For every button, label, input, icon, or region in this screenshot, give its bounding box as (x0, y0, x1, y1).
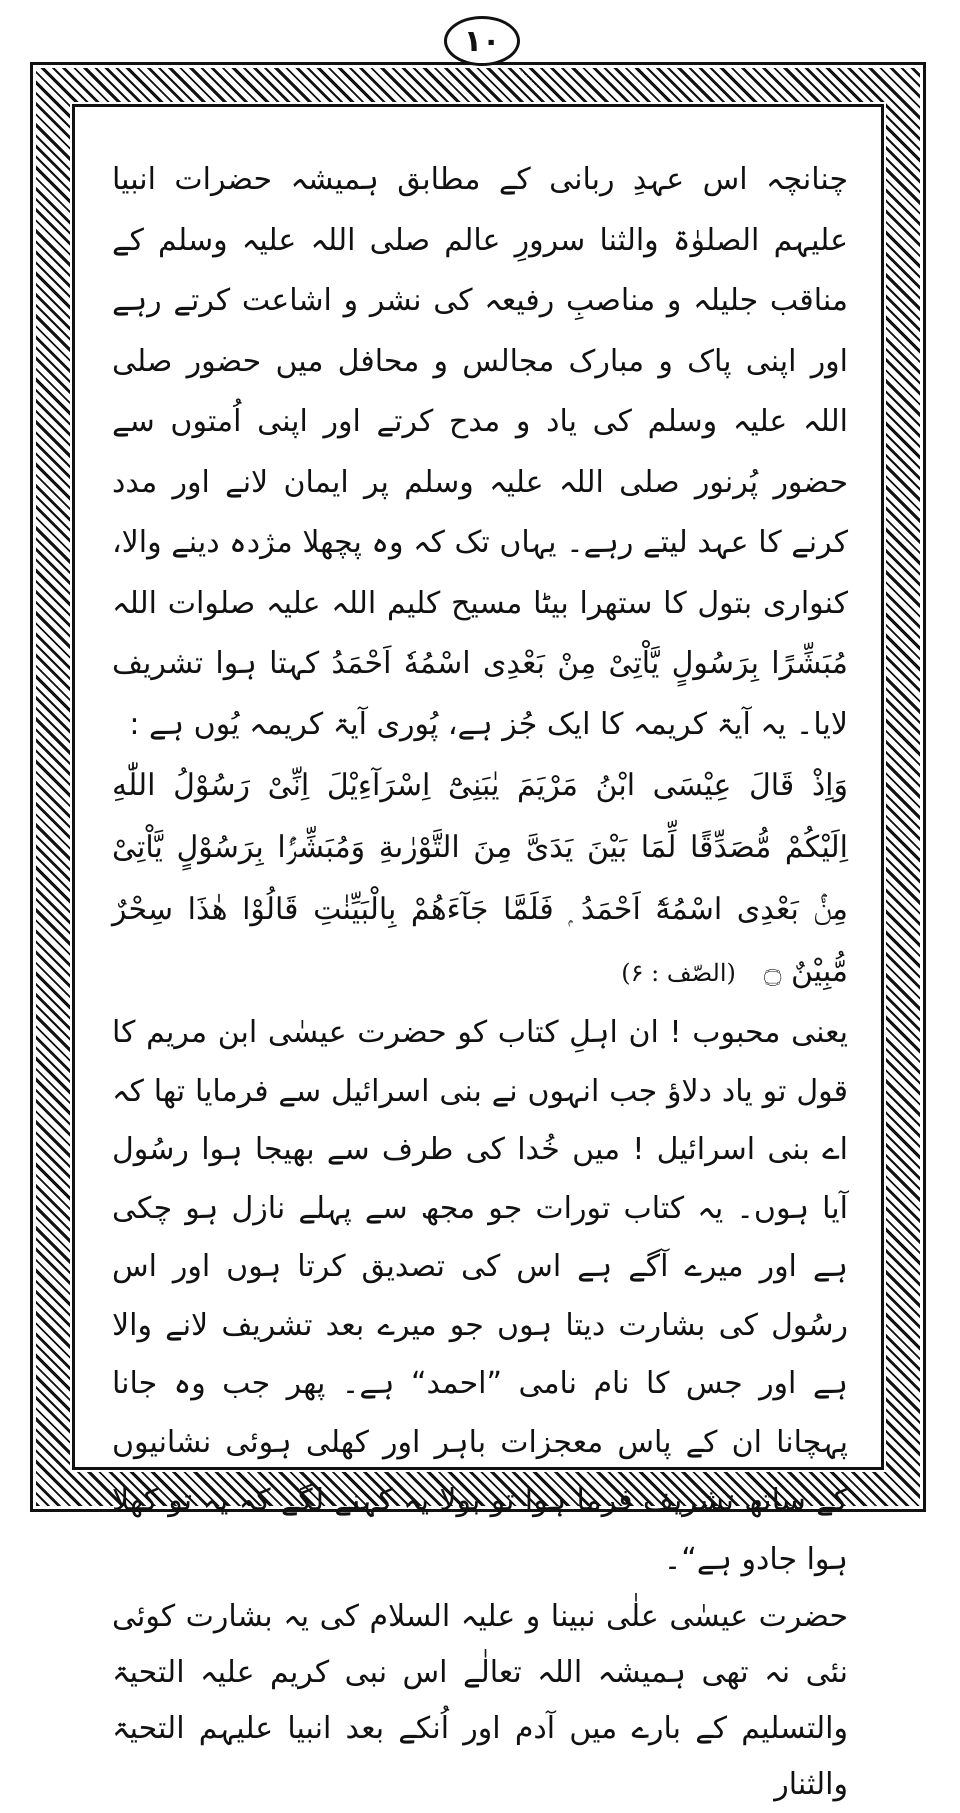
page-number: ۱۰ (444, 16, 520, 66)
page-text (112, 150, 848, 1802)
paragraph-1: چنانچہ اس عہدِ ربانی کے مطابق ہمیشہ حضرات انبیا علیہم الصلوٰۃ والثنا سرورِ عالم صلی اللہ علیہ وسلم کے مناقب جلیلہ و مناصبِ رفیعہ کی نشر و اشاعت کرتے رہے اور اپنی پاک و مبارک مجالس و محافل میں حضور صلی اللہ علیہ وسلم کی یاد و مدح کرتے اور اپنی اُمتوں سے حضور پُرنور صلی اللہ علیہ وسلم پر ایمان لانے اور مدد کرنے کا عہد لیتے رہے۔ یہاں تک کہ وہ پچھلا مژدہ دینے والا، کنواری بتول کا ستھرا بیٹا مسیح کلیم اللہ علیہ صلوات اللہ مُبَشِّرًا بِرَسُولٍ یَّاْتِیْ مِنْ بَعْدِی اسْمُهٗ اَحْمَدُ کہتا ہوا تشریف لایا۔ یہ آیۃ کریمہ کا ایک جُز ہے، پُوری آیۃ کریمہ یُوں ہے : (112, 162, 848, 742)
quran-verse (112, 755, 848, 1004)
verse-text: وَاِذْ قَالَ عِیْسَى ابْنُ مَرْیَمَ یٰبَنِیْٓ اِسْرَآءِیْلَ اِنِّیْ رَسُوْلُ اللّٰهِ اِلَیْكُمْ مُّصَدِّقًا لِّمَا بَیْنَ یَدَیَّ مِنَ التَّوْرٰىةِ وَمُبَشِّرًۢا بِرَسُوْلٍ یَّاْتِیْ مِنْۢ بَعْدِی اسْمُهٗٓ اَحْمَدُ ۭ فَلَمَّا جَآءَهُمْ بِالْبَیِّنٰتِ قَالُوْا هٰذَا سِحْرٌ مُّبِیْنٌ ۝ (112, 768, 848, 989)
paragraph-last: حضرت عیسٰی علٰی نبینا و علیہ السلام کی یہ بشارت کوئی نئی نہ تھی ہمیشہ اللہ تعالٰے اس نبی کریم علیہ التحیۃ والتسلیم کے بارے میں آدم اور اُنکے بعد انبیا علیہم التحیۃ والثنار (112, 1599, 848, 1802)
verse-translation: یعنی محبوب ! ان اہلِ کتاب کو حضرت عیسٰی ابن مریم کا قول تو یاد دلاؤ جب انہوں نے بنی اسرائیل سے فرمایا تھا کہ اے بنی اسرائیل ! میں خُدا کی طرف سے بھیجا ہوا رسُول آیا ہوں۔ یہ کتاب تورات جو مجھ سے پہلے نازل ہو چکی ہے اور میرے آگے ہے اس کی تصدیق کرتا ہوں اور اس رسُول کی بشارت دیتا ہوں جو میرے بعد تشریف لانے والا ہے اور جس کا نام نامی ”احمد“ ہے۔ پھر جب وہ جانا پہچانا ان کے پاس معجزات باہر اور کھلی ہوئی نشانیوں کے ساتھ تشریف فرما ہوا تو بولا یہ کہنے لگے کہ یہ تو کھلا ہوا جادو ہے“۔ (112, 1015, 848, 1577)
verse-citation: (الصّف : ۶) (621, 959, 736, 987)
